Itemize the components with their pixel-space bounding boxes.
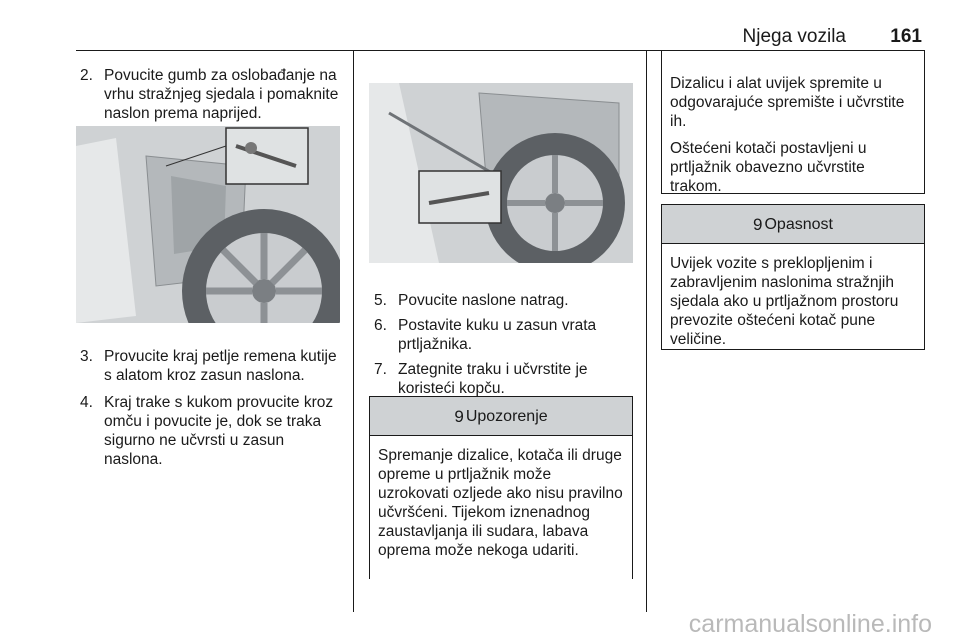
step-text: Provucite kraj petlje remena kutije s alatom kroz zasun naslona. bbox=[104, 348, 337, 384]
step-text: Kraj trake s kukom provucite kroz omču i povucite je, dok se traka sigurno ne učvrsti u zasun naslona. bbox=[104, 394, 334, 468]
trunk-strap-illustration bbox=[369, 83, 633, 263]
step-number: 7. bbox=[374, 361, 387, 378]
danger-body: Uvijek vozite s preklopljenim i zabravljenim naslonima stražnjih sjedala ako u prtljažnom prostoru prevozite oštećeni kotač pune veličine. bbox=[670, 255, 899, 348]
step-5 bbox=[374, 291, 632, 310]
column-1-lower bbox=[80, 347, 342, 469]
watermark: carmanualsonline.info bbox=[688, 610, 932, 638]
seat-release-drawing bbox=[76, 126, 340, 323]
danger-header bbox=[662, 205, 924, 244]
page-number: 161 bbox=[890, 26, 922, 47]
storage-note-body bbox=[662, 50, 924, 212]
step-number: 5. bbox=[374, 292, 387, 309]
step-3 bbox=[80, 347, 342, 385]
danger-box bbox=[661, 204, 925, 350]
step-number: 6. bbox=[374, 317, 387, 334]
column-1 bbox=[80, 66, 342, 123]
step-text: Zategnite traku i učvrstite je koristeći kopču. bbox=[398, 361, 588, 397]
column-2 bbox=[374, 291, 632, 398]
section-title: Njega vozila bbox=[742, 26, 846, 47]
step-7 bbox=[374, 360, 632, 398]
warning-title: Upozorenje bbox=[465, 407, 548, 425]
storage-note-box bbox=[661, 50, 925, 194]
step-6 bbox=[374, 316, 632, 354]
danger-title: Opasnost bbox=[764, 215, 833, 233]
step-number: 2. bbox=[80, 67, 93, 84]
column-divider-1 bbox=[353, 50, 354, 612]
warning-triangle-icon: 9 bbox=[454, 406, 464, 426]
storage-note-para-1: Dizalicu i alat uvijek spremite u odgovarajuće spremište i učvrstite ih. bbox=[670, 75, 905, 130]
step-text: Povucite naslone natrag. bbox=[398, 292, 569, 309]
step-text: Povucite gumb za oslobađanje na vrhu stražnjeg sjedala i pomaknite naslon prema naprijed. bbox=[104, 67, 339, 122]
trunk-strap-drawing bbox=[369, 83, 633, 263]
step-number: 3. bbox=[80, 348, 93, 365]
page-header bbox=[76, 26, 924, 51]
step-number: 4. bbox=[80, 394, 93, 411]
column-divider-2 bbox=[646, 50, 647, 612]
storage-note-para-2: Oštećeni kotači postavljeni u prtljažnik obavezno učvrstite trakom. bbox=[670, 140, 867, 195]
step-4 bbox=[80, 393, 342, 469]
warning-box bbox=[369, 396, 633, 579]
step-text: Postavite kuku u zasun vrata prtljažnika. bbox=[398, 317, 597, 353]
step-2 bbox=[80, 66, 342, 123]
warning-triangle-icon: 9 bbox=[753, 214, 763, 234]
warning-body: Spremanje dizalice, kotača ili druge opreme u prtljažnik može uzrokovati ozljede ako nisu pravilno učvršćeni. Tijekom iznenadnog zaustavljanja ili sudara, labava oprema može nekoga udariti. bbox=[378, 447, 623, 559]
seat-release-illustration bbox=[76, 126, 340, 323]
warning-header bbox=[370, 397, 632, 436]
